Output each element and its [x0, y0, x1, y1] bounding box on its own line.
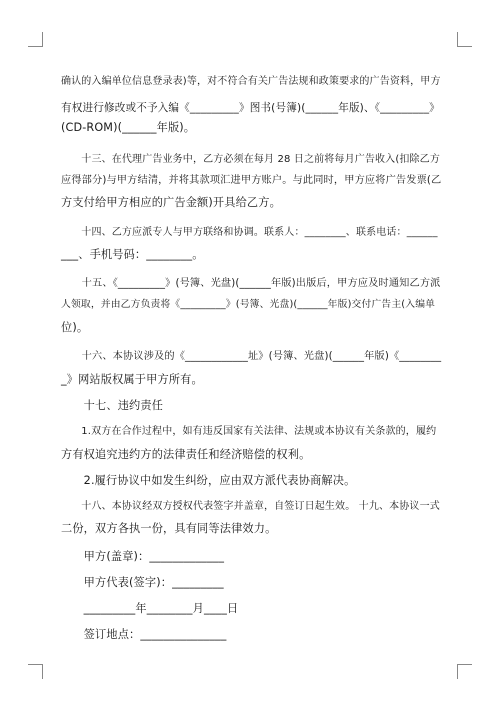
text-line: 2.履行协议中如发生纠纷，应由双方派代表协商解决。	[61, 474, 356, 487]
text-line: 应得部分)与甲方结清，并将其款项汇进甲方账户。与此同时，甲方应将广告发票(乙	[61, 175, 442, 186]
text-line: 有权进行修改或不予入编《_________》图书(号簿)(______年版)、《_________》	[61, 102, 440, 114]
text-line: 十八、本协议经双方授权代表签字并盖章，自签订日起生效。 十九、本协议一式	[61, 501, 440, 512]
text-line: 十三、在代理广告业务中，乙方必须在每月 28 日之前将每月广告收入(扣除乙方	[61, 154, 440, 165]
text-line: 十四、乙方应派专人与甲方联络和协调。联系人：________、联系电话：______	[61, 227, 438, 238]
text-line: _________年________月____日	[61, 602, 239, 615]
text-line: 十五、《_________》(号簿、光盘)(______年版)出版后，甲方应及时通知乙方派	[61, 278, 441, 289]
crop-mark-top-right	[457, 32, 472, 47]
text-line: 十七、违约责任	[61, 399, 164, 412]
text-line: 位)。	[61, 321, 89, 334]
crop-mark-top-left	[28, 32, 43, 47]
text-line: 方有权追究违约方的法律责任和经济赔偿的权利。	[61, 448, 311, 461]
text-line: 确认的入编单位信息登录表)等，对不符合有关广告法规和政策要求的广告资料，甲方	[61, 76, 441, 87]
text-line: 人领取，并由乙方负责将《_________》(号簿、光盘)(______年版)交付广告主(入编单	[61, 299, 436, 310]
text-line: 十六、本协议涉及的《____________址》(号簿、光盘)(______年版)《________	[61, 351, 442, 362]
crop-mark-bottom-right	[457, 664, 472, 679]
text-line: 甲方代表(签字)：_________	[61, 576, 224, 589]
text-line: ___、手机号码：________。	[61, 248, 204, 261]
text-line: _》网站版权属于甲方所有。	[61, 373, 203, 386]
crop-mark-bottom-left	[28, 664, 43, 679]
text-line: 方支付给甲方相应的广告金额)开具给乙方。	[61, 196, 281, 209]
text-line: (CD-ROM)(______年版)。	[61, 121, 196, 134]
text-line: 1.双方在合作过程中，如有违反国家有关法律、法规或本协议有关条款的，履约	[61, 426, 437, 437]
text-line: 二份，双方各执一份，具有同等法律效力。	[61, 522, 277, 535]
text-line: 甲方(盖章)：_____________	[61, 550, 225, 563]
text-line: 签订地点：_______________	[61, 628, 227, 641]
